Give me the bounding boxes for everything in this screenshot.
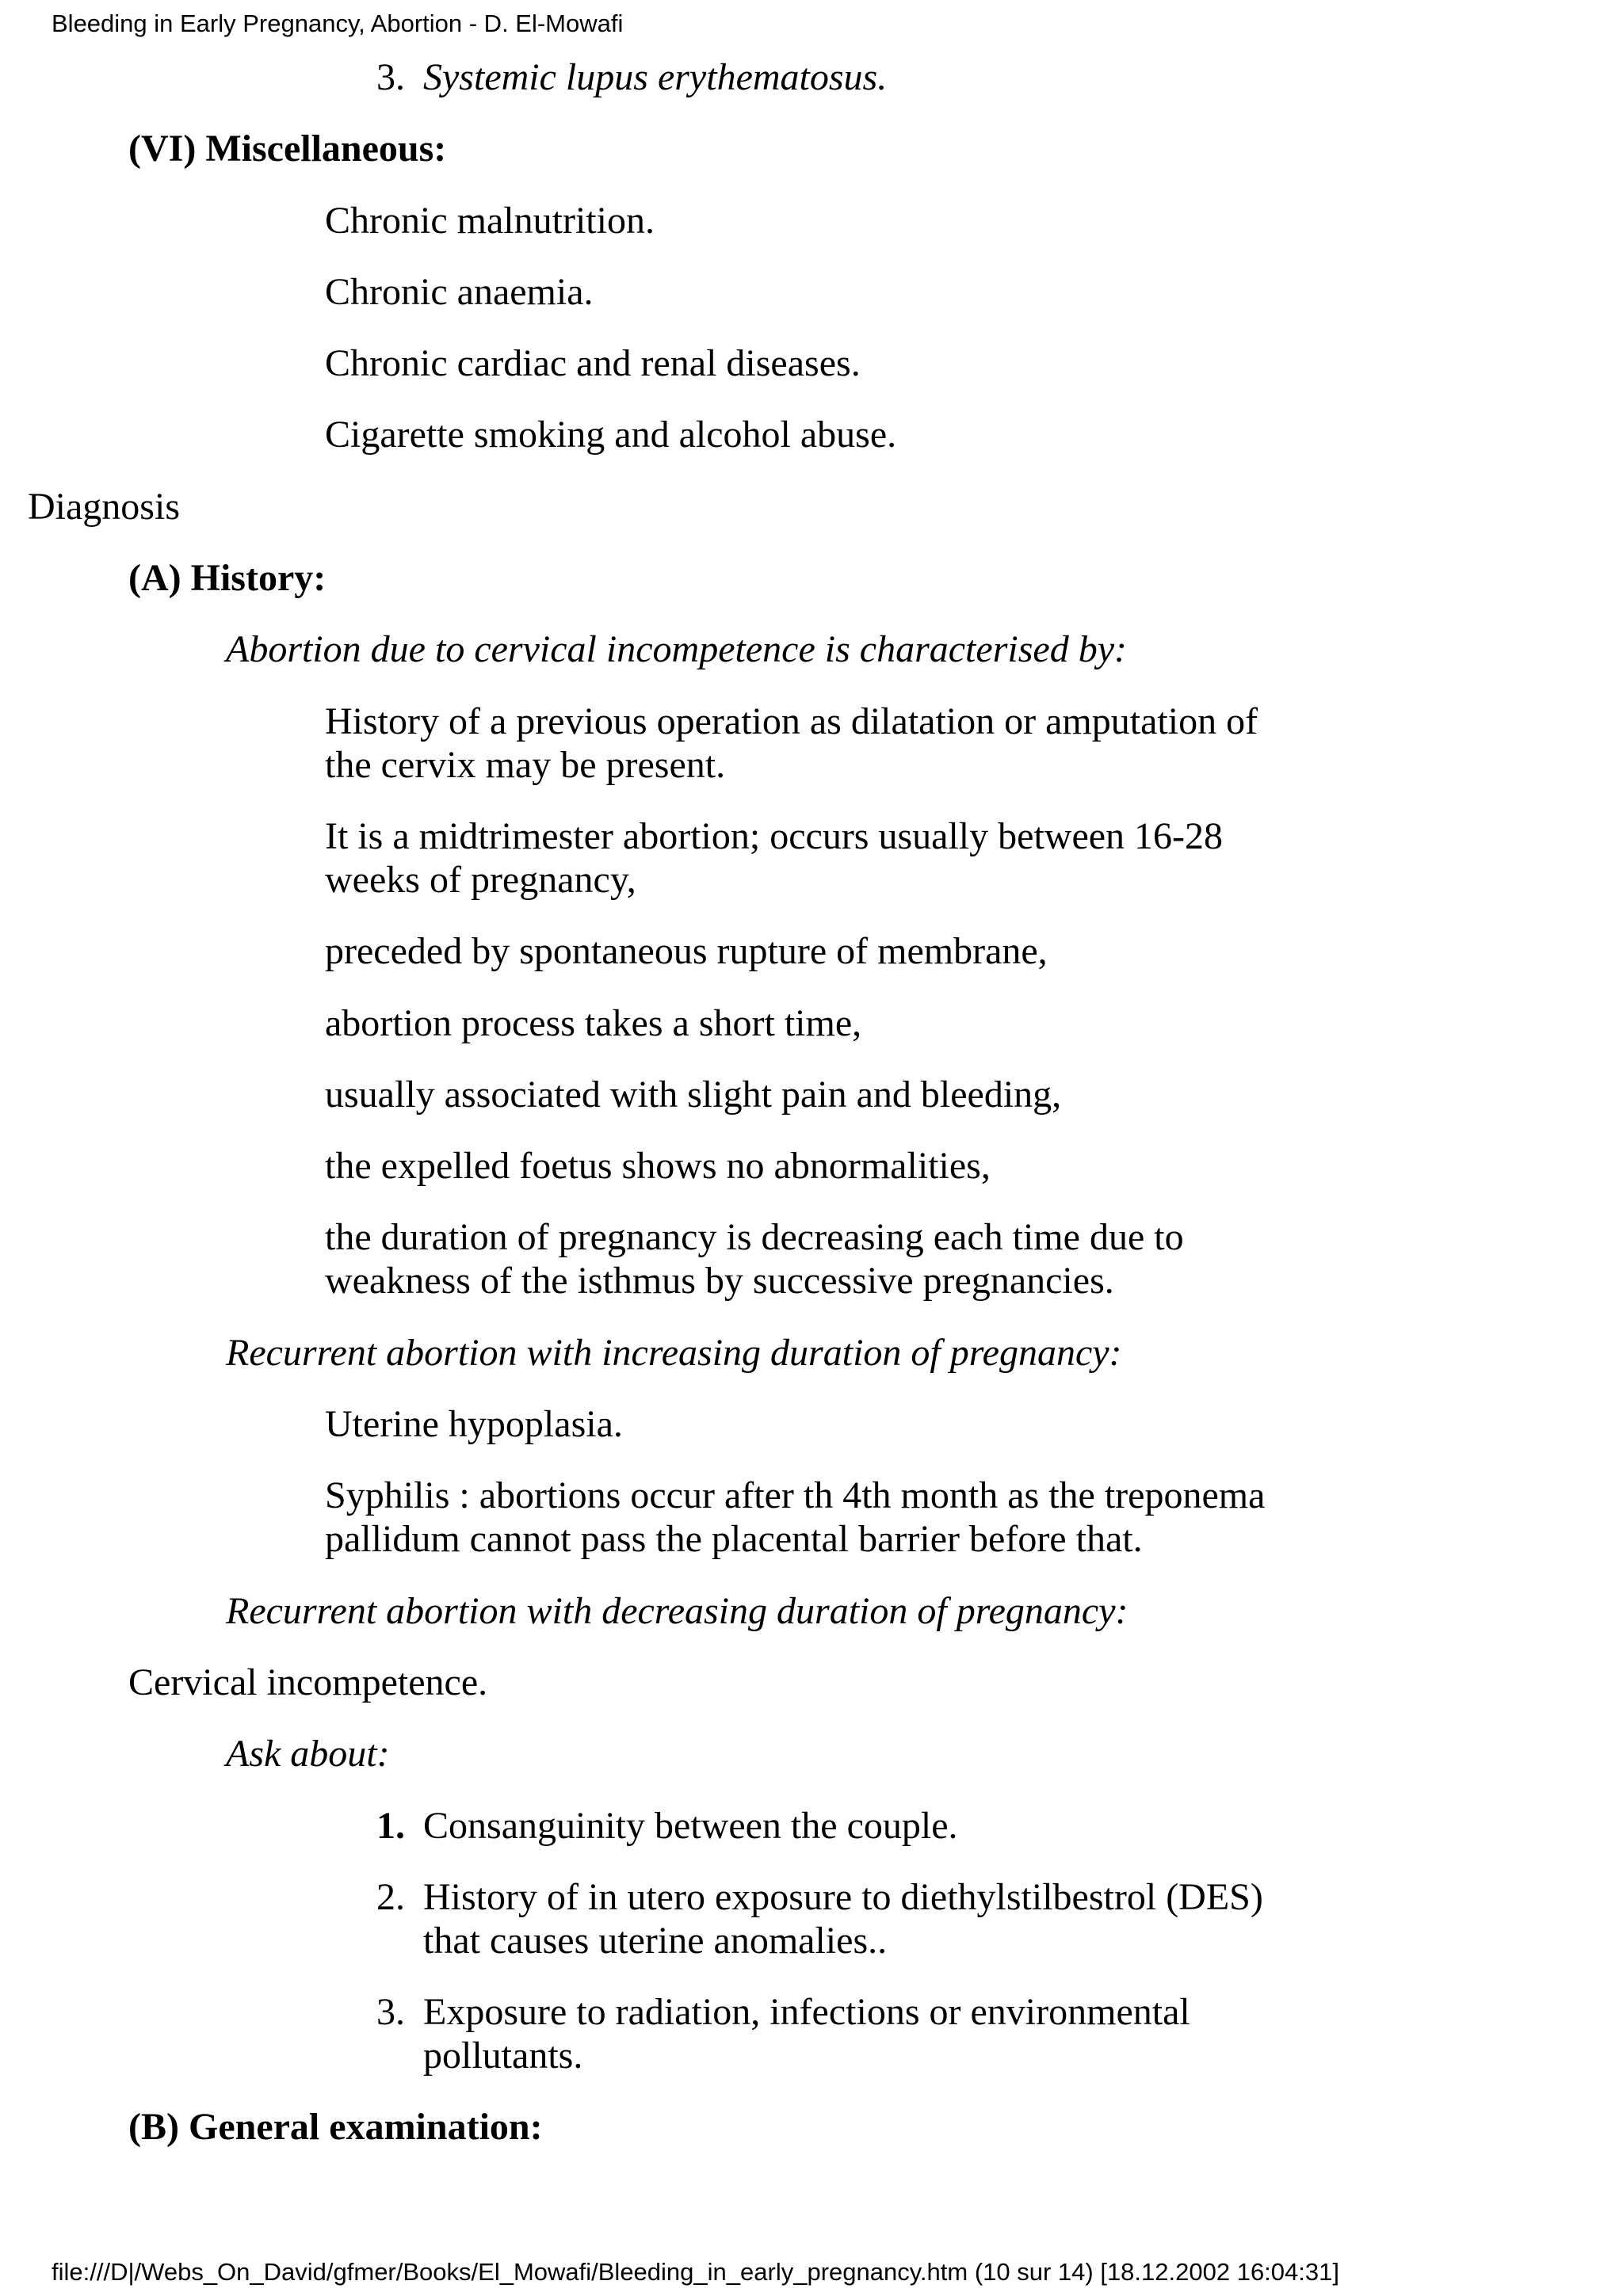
ask-about-intro: Ask about: <box>226 1733 390 1775</box>
subsection-heading-history: (A) History: <box>128 557 327 600</box>
numbered-list-item <box>376 1875 1295 1962</box>
cervical-incompetence-intro: Abortion due to cervical incompetence is characterised by: <box>226 628 1127 671</box>
list-number: 1. <box>376 1804 405 1847</box>
list-item-text: Consanguinity between the couple. <box>423 1804 958 1847</box>
document-body <box>0 55 1623 2177</box>
page-footer-source: file:///D|/Webs_On_David/gfmer/Books/El_Mowafi/Bleeding_in_early_pregnancy.htm (10 sur 14) [18.12.2002 16:04:31] <box>52 2258 1339 2286</box>
list-item: Uterine hypoplasia. <box>325 1403 623 1446</box>
list-number: 2. <box>376 1875 405 1918</box>
list-item: usually associated with slight pain and bleeding, <box>325 1073 1062 1116</box>
list-item: Cigarette smoking and alcohol abuse. <box>325 414 897 456</box>
list-item: Chronic cardiac and renal diseases. <box>325 342 861 385</box>
list-number: 3. <box>376 1991 405 2034</box>
numbered-list-item <box>376 1804 1295 1848</box>
list-item: Chronic anaemia. <box>325 270 594 313</box>
subsection-heading-general-examination: (B) General examination: <box>128 2106 543 2149</box>
list-item: the duration of pregnancy is decreasing each time due to weakness of the isthmus by successive pregnancies. <box>325 1216 1184 1302</box>
list-item: It is a midtrimester abortion; occurs usually between 16-28 weeks of pregnancy, <box>325 814 1224 901</box>
list-number: 3. <box>376 56 405 98</box>
list-item-text: Systemic lupus erythematosus. <box>423 56 888 98</box>
decreasing-duration-intro: Recurrent abortion with decreasing duration of pregnancy: <box>226 1589 1128 1632</box>
list-item: Chronic malnutrition. <box>325 199 655 242</box>
list-item-text: History of in utero exposure to diethylstilbestrol (DES) that causes uterine anomalies.. <box>423 1875 1263 1962</box>
increasing-duration-intro: Recurrent abortion with increasing duration of pregnancy: <box>226 1331 1122 1374</box>
list-item-text: Exposure to radiation, infections or environmental pollutants. <box>423 1991 1190 2077</box>
decreasing-duration-cause: Cervical incompetence. <box>128 1661 488 1703</box>
numbered-list-item <box>376 1990 1295 2077</box>
list-item: abortion process takes a short time, <box>325 1001 862 1044</box>
list-item: preceded by spontaneous rupture of membrane, <box>325 930 1048 973</box>
diagnosis-heading: Diagnosis <box>28 485 180 528</box>
section-heading-miscellaneous: (VI) Miscellaneous: <box>128 128 447 170</box>
page-header-title: Bleeding in Early Pregnancy, Abortion - D. El-Mowafi <box>52 10 624 37</box>
list-item: History of a previous operation as dilatation or amputation of the cervix may be present. <box>325 700 1258 786</box>
list-item: Syphilis : abortions occur after th 4th month as the treponema pallidum cannot pass the placental barrier before that. <box>325 1474 1266 1561</box>
continued-list-item <box>376 55 1295 99</box>
list-item: the expelled foetus shows no abnormalities, <box>325 1145 991 1188</box>
